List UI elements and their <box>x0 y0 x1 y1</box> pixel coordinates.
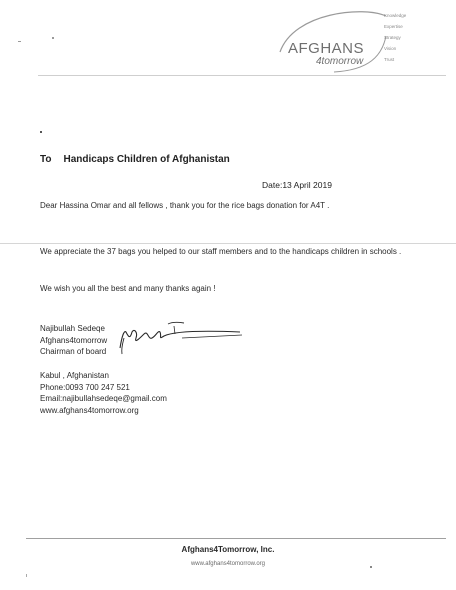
value-item: Knowledge <box>384 13 407 18</box>
letterhead-rule <box>38 75 446 76</box>
value-item: Vision <box>384 46 397 51</box>
scan-speck <box>52 37 54 39</box>
footer-company: Afghans4Tomorrow, Inc. <box>181 545 275 554</box>
sender-org: Afghans4tomorrow <box>40 335 108 345</box>
handwritten-signature <box>112 318 247 358</box>
scan-line <box>0 243 456 244</box>
sender-name: Najibullah Sedeqe <box>40 324 105 333</box>
contact-block <box>40 370 167 416</box>
scan-speck <box>40 131 42 133</box>
paragraph-1: We appreciate the 37 bags you helped to our staff members and to the handicaps children in schools . <box>40 247 402 256</box>
value-item: Strategy <box>384 35 401 40</box>
footer-rule <box>26 538 446 539</box>
letterhead-values <box>384 10 444 65</box>
sender-email: Email:najibullahsedeqe@gmail.com <box>40 394 167 403</box>
logo-sub-text: 4tomorrow <box>316 56 364 67</box>
signature-block <box>40 323 107 358</box>
footer-website: www.afghans4tomorrow.org <box>190 561 266 567</box>
sender-phone: Phone:0093 700 247 521 <box>40 382 130 392</box>
recipient-line <box>40 154 230 165</box>
letter-date: Date:13 April 2019 <box>262 180 332 190</box>
sender-title: Chairman of board <box>40 347 107 356</box>
scan-speck <box>26 574 27 577</box>
paragraph-2: We wish you all the best and many thanks again ! <box>40 284 216 293</box>
value-item: Trust <box>384 57 395 62</box>
greeting-text: Dear Hassina Omar and all fellows , thank you for the rice bags donation for A4T . <box>40 201 330 210</box>
value-item: Expertise <box>384 24 403 29</box>
logo-main-text: AFGHANS <box>288 40 365 57</box>
sender-city: Kabul , Afghanistan <box>40 371 109 380</box>
scan-speck <box>18 41 21 42</box>
recipient-name: Handicaps Children of Afghanistan <box>63 154 230 165</box>
sender-website: www.afghans4tomorrow.org <box>40 405 139 415</box>
recipient-label: To <box>40 154 52 165</box>
